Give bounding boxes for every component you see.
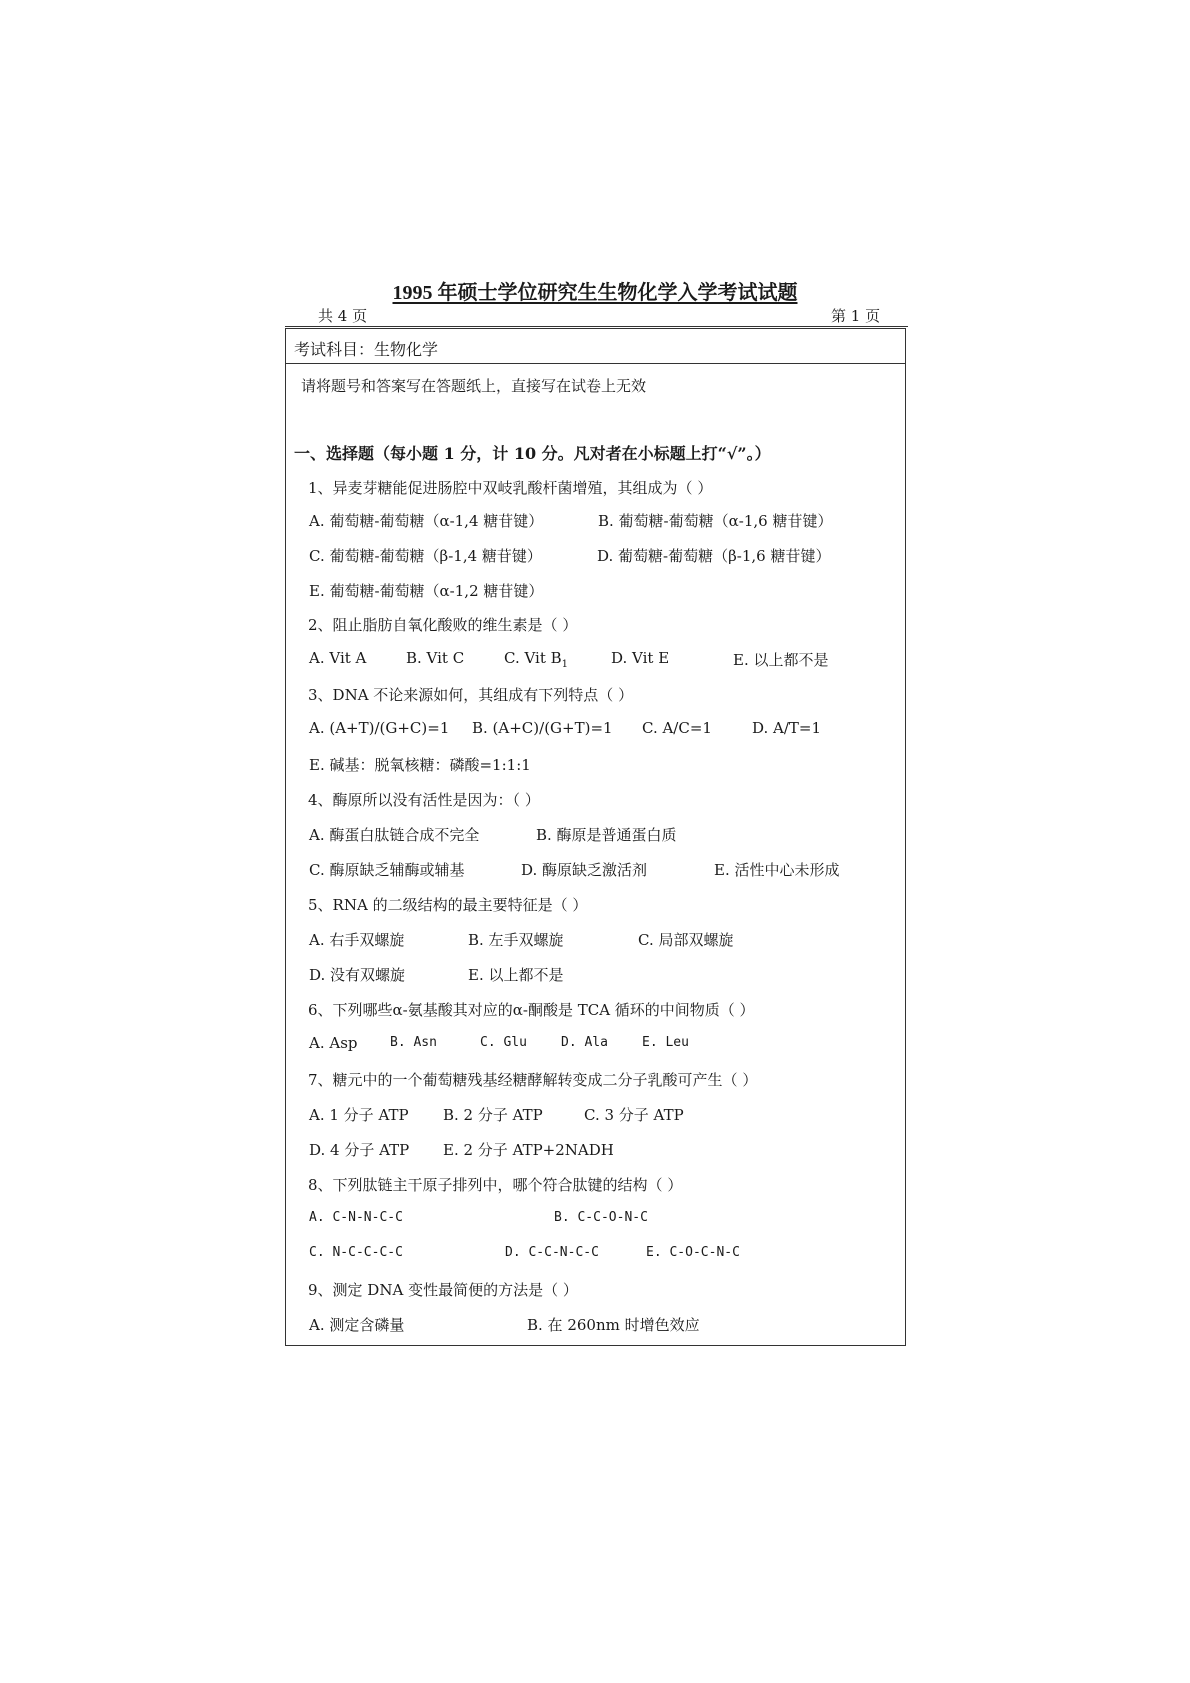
question-stem: 7、糖元中的一个葡萄糖残基经糖酵解转变成二分子乳酸可产生（ ） <box>308 1071 758 1089</box>
question-stem: 2、阻止脂肪自氧化酸败的维生素是（ ） <box>308 616 578 634</box>
option: E. 活性中心未形成 <box>714 861 840 879</box>
exam-subject: 考试科目：生物化学 <box>294 340 439 359</box>
total-pages: 共 4 页 <box>318 307 368 325</box>
option: E. 以上都不是 <box>733 651 829 669</box>
option: C. Vit $B_1$ <box>504 649 569 670</box>
option: D. 4 分子 ATP <box>309 1141 410 1159</box>
option: C. Glu <box>480 1035 527 1050</box>
option: C. 酶原缺乏辅酶或辅基 <box>309 861 465 879</box>
option: D. 酶原缺乏激活剂 <box>521 861 648 879</box>
option-subscript: 1 <box>561 659 569 670</box>
option: B. 在 260nm 时增色效应 <box>527 1316 700 1334</box>
option: B. 左手双螺旋 <box>468 931 564 949</box>
option: B. 酶原是普通蛋白质 <box>536 826 677 844</box>
subject-row <box>286 329 905 364</box>
option: E. C-O-C-N-C <box>646 1245 740 1260</box>
option: C. 3 分子 ATP <box>584 1106 684 1124</box>
option: D. 没有双螺旋 <box>309 966 406 984</box>
option: A. 右手双螺旋 <box>309 931 405 949</box>
option: B. Vit C <box>406 649 465 667</box>
page-number: 第 1 页 <box>831 307 881 325</box>
option: B. (A+C)/(G+T)=1 <box>472 719 613 737</box>
option: D. Vit E <box>611 649 670 667</box>
section-title: 一、选择题（每小题 1 分，计 10 分。凡对者在小标题上打“√”。） <box>294 444 771 463</box>
question-stem: 3、DNA 不论来源如何，其组成有下列特点（ ） <box>308 686 634 704</box>
option: A. (A+T)/(G+C)=1 <box>309 719 450 737</box>
option: B. 葡萄糖-葡萄糖（α-1,6 糖苷键） <box>598 512 833 530</box>
option: C. N-C-C-C-C <box>309 1245 403 1260</box>
option: C. A/C=1 <box>642 719 712 737</box>
option: A. 葡萄糖-葡萄糖（α-1,4 糖苷键） <box>309 512 544 530</box>
header-rule <box>285 326 908 327</box>
exam-title: 1995 年硕士学位研究生生物化学入学考试试题 <box>392 282 798 304</box>
option: E. Leu <box>642 1035 689 1050</box>
option: B. C-C-O-N-C <box>554 1210 648 1225</box>
answer-notice: 请将题号和答案写在答题纸上，直接写在试卷上无效 <box>301 377 647 395</box>
option: A. 1 分子 ATP <box>309 1106 409 1124</box>
option: A. 测定含磷量 <box>309 1316 405 1334</box>
option: A. Vit A <box>309 649 367 667</box>
question-stem: 1、异麦芽糖能促进肠腔中双岐乳酸杆菌增殖，其组成为（ ） <box>308 479 713 497</box>
question-stem: 4、酶原所以没有活性是因为：（ ） <box>308 791 540 809</box>
option: C. 葡萄糖-葡萄糖（β-1,4 糖苷键） <box>309 547 542 565</box>
option: E. 以上都不是 <box>468 966 564 984</box>
option: D. 葡萄糖-葡萄糖（β-1,6 糖苷键） <box>597 547 831 565</box>
option: A. C-N-N-C-C <box>309 1210 403 1225</box>
option: E. 碱基：脱氧核糖：磷酸=1:1:1 <box>309 756 531 774</box>
option: D. A/T=1 <box>752 719 822 737</box>
option: C. 局部双螺旋 <box>638 931 734 949</box>
option: B. 2 分子 ATP <box>443 1106 543 1124</box>
question-stem: 8、下列肽链主干原子排列中，哪个符合肽键的结构（ ） <box>308 1176 683 1194</box>
option: A. 酶蛋白肽链合成不完全 <box>309 826 480 844</box>
exam-paper-box <box>285 328 906 1346</box>
option: D. Ala <box>561 1035 608 1050</box>
question-stem: 9、测定 DNA 变性最简便的方法是（ ） <box>308 1281 578 1299</box>
question-stem: 5、RNA 的二级结构的最主要特征是（ ） <box>308 896 588 914</box>
question-stem: 6、下列哪些α-氨基酸其对应的α-酮酸是 TCA 循环的中间物质（ ） <box>308 1001 755 1019</box>
option: E. 2 分子 ATP+2NADH <box>443 1141 614 1159</box>
option: B. Asn <box>390 1035 437 1050</box>
option: D. C-C-N-C-C <box>505 1245 599 1260</box>
option: E. 葡萄糖-葡萄糖（α-1,2 糖苷键） <box>309 582 544 600</box>
option: A. Asp <box>309 1034 358 1052</box>
